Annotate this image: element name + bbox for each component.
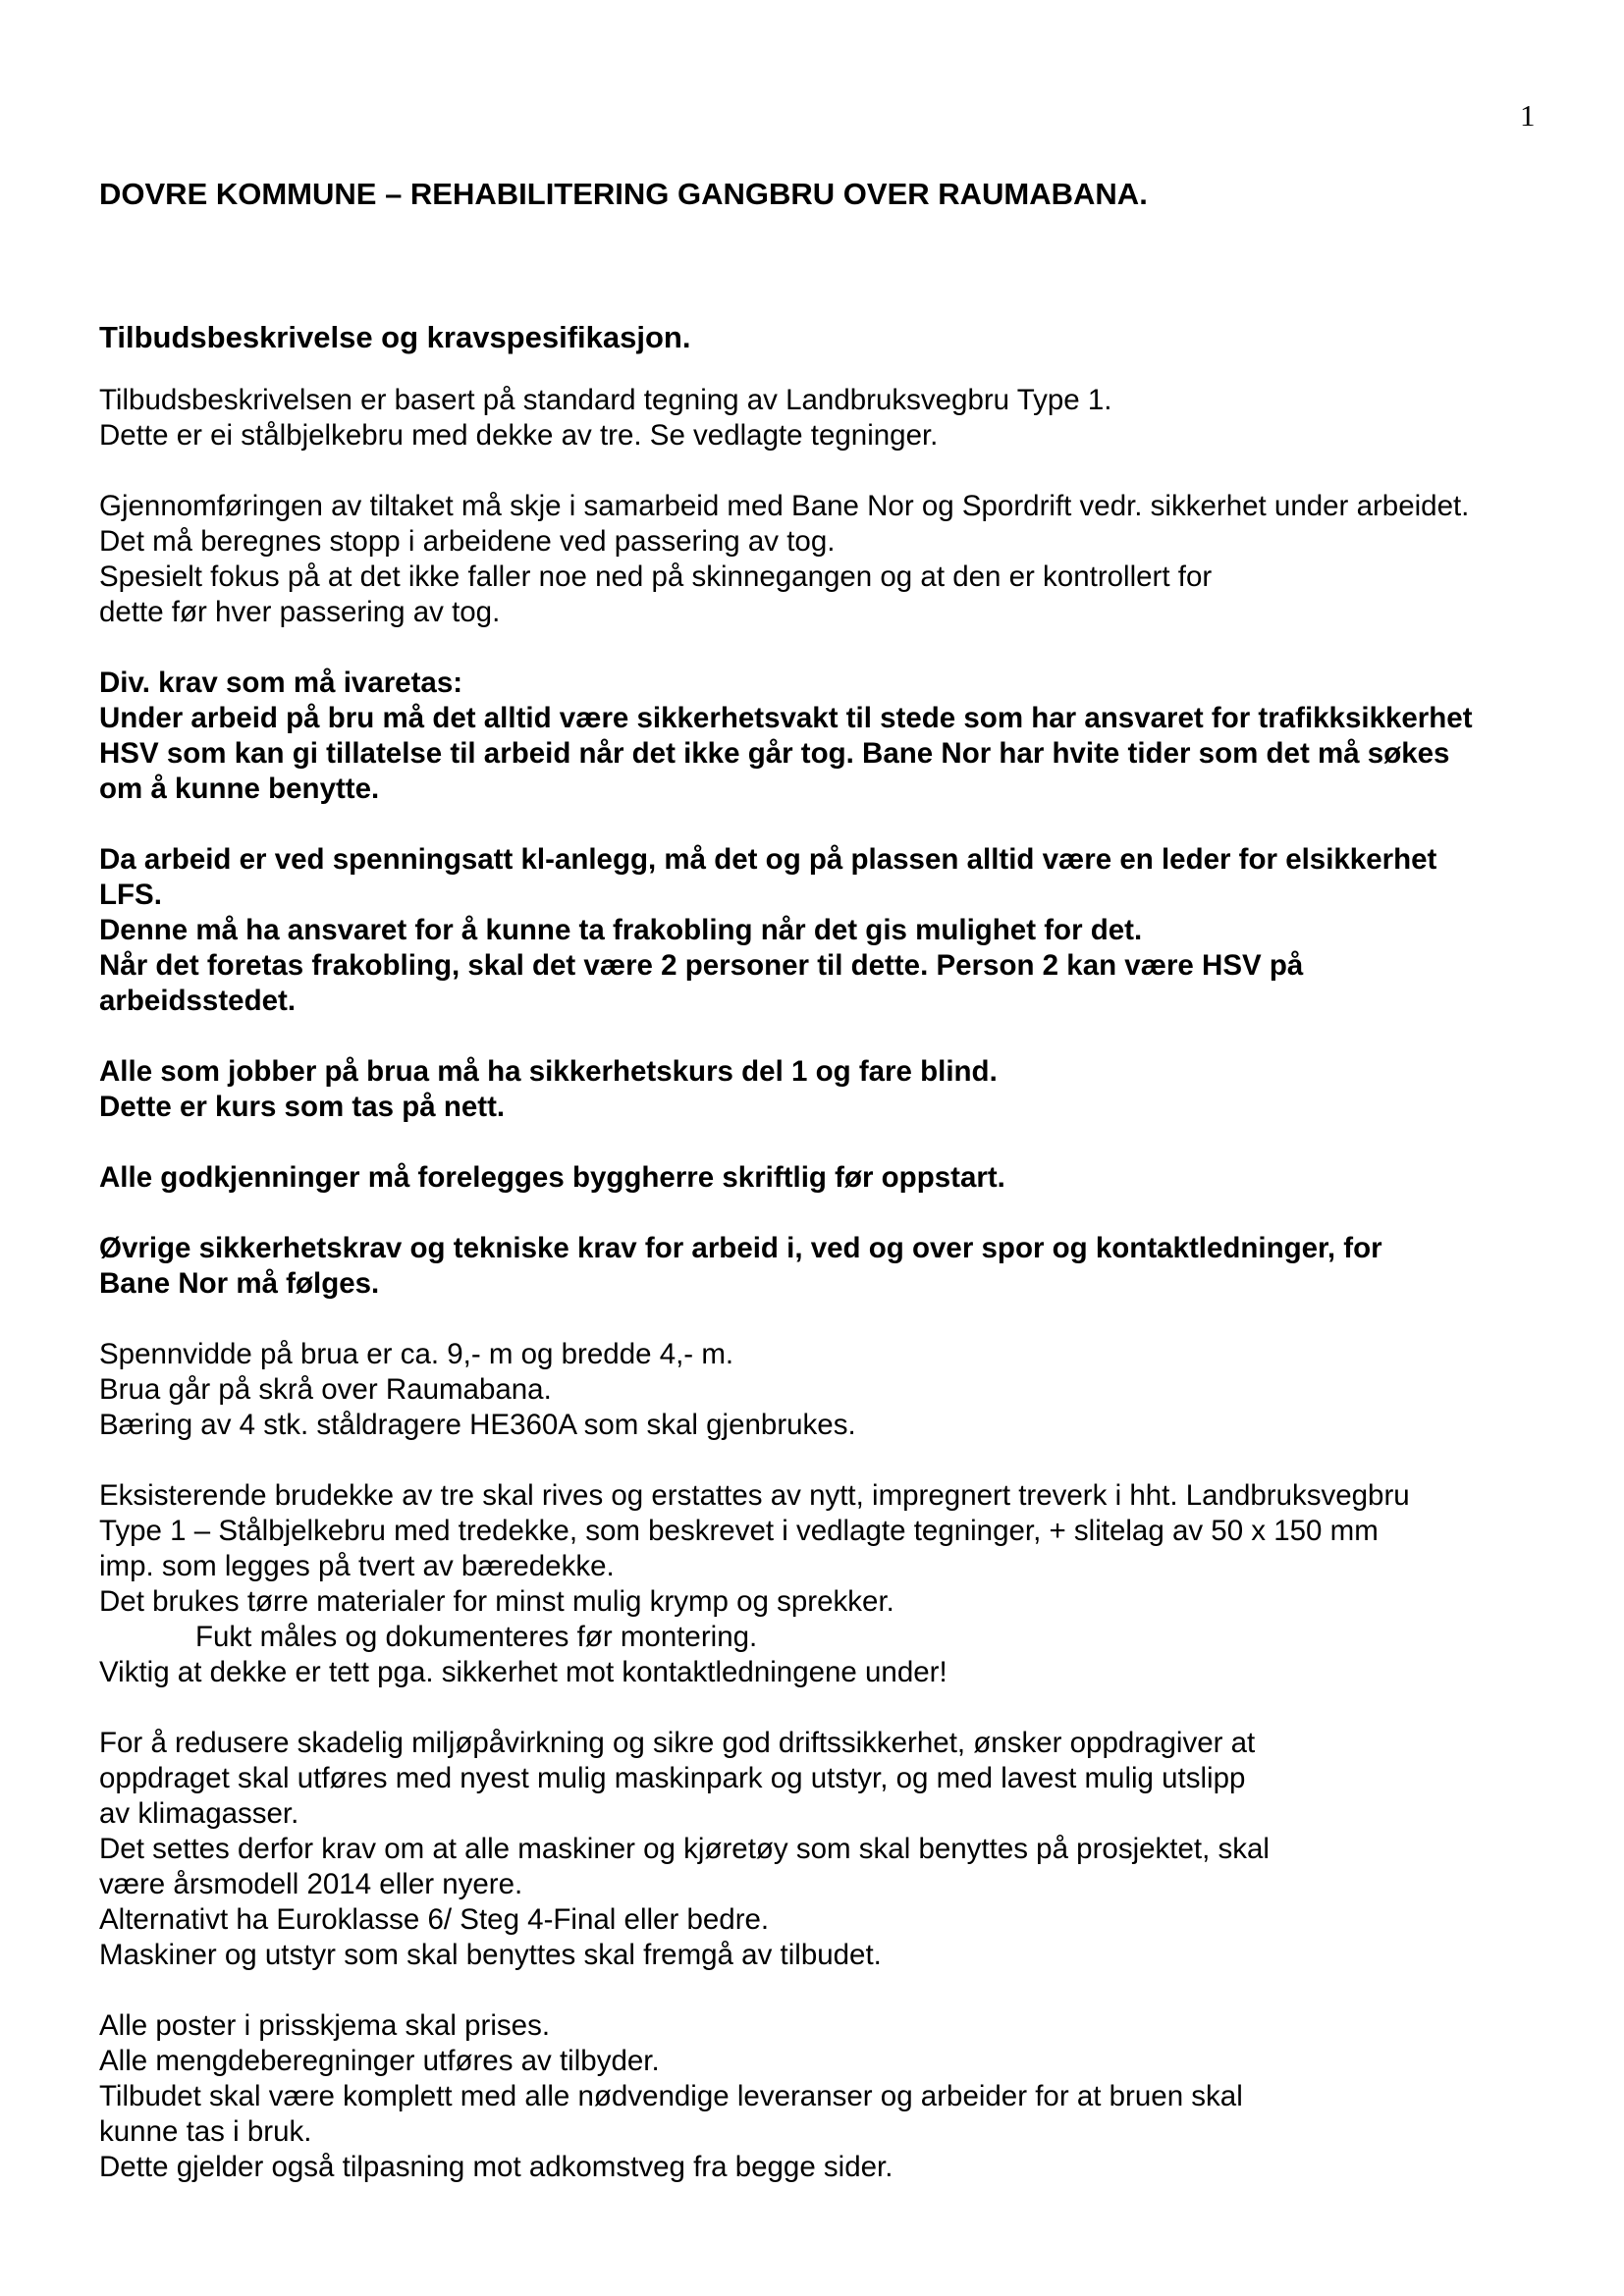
document-body	[99, 175, 1533, 2185]
requirements-heading: Div. krav som må ivaretas:	[99, 667, 463, 699]
text-line: Det brukes tørre materialer for minst mulig krymp og sprekker.	[99, 1585, 894, 1618]
text-line: Da arbeid er ved spenningsatt kl-anlegg, må det og på plassen alltid være en leder for elsikkerhet	[99, 843, 1437, 876]
text-line: om å kunne benytte.	[99, 773, 380, 805]
text-line: dette før hver passering av tog.	[99, 596, 501, 628]
text-line: Viktig at dekke er tett pga. sikkerhet mot kontaktledningene under!	[99, 1656, 947, 1688]
text-line: Maskiner og utstyr som skal benyttes skal fremgå av tilbudet.	[99, 1939, 882, 1971]
text-line: Når det foretas frakobling, skal det være 2 personer til dette. Person 2 kan være HSV på	[99, 949, 1304, 982]
text-line: Alle mengdeberegninger utføres av tilbyder.	[99, 2045, 660, 2077]
paragraph-execution	[99, 489, 1533, 630]
text-line: Gjennomføringen av tiltaket må skje i samarbeid med Bane Nor og Spordrift vedr. sikkerhet under arbeidet.	[99, 490, 1470, 522]
paragraph-bridge-dimensions	[99, 1337, 1533, 1443]
text-line: Øvrige sikkerhetskrav og tekniske krav for arbeid i, ved og over spor og kontaktledninger, for	[99, 1232, 1382, 1264]
text-line: Det må beregnes stopp i arbeidene ved passering av tog.	[99, 525, 836, 558]
text-line: av klimagasser.	[99, 1797, 299, 1830]
text-line: Alle poster i prisskjema skal prises.	[99, 2009, 551, 2042]
text-line: kunne tas i bruk.	[99, 2115, 312, 2148]
text-line: LFS.	[99, 879, 162, 911]
text-line: Alle som jobber på brua må ha sikkerhetskurs del 1 og fare blind.	[99, 1055, 998, 1088]
document-title: DOVRE KOMMUNE – REHABILITERING GANGBRU OVER RAUMABANA.	[99, 177, 1148, 211]
paragraph-electrical-safety	[99, 842, 1533, 1019]
text-line: Tilbudet skal være komplett med alle nødvendige leveranser og arbeider for at bruen skal	[99, 2080, 1243, 2112]
document-subtitle: Tilbudsbeskrivelse og kravspesifikasjon.	[99, 320, 691, 354]
text-line: Bane Nor må følges.	[99, 1267, 380, 1300]
text-line: For å redusere skadelig miljøpåvirkning og sikre god driftssikkerhet, ønsker oppdragiver at	[99, 1727, 1256, 1759]
text-line: Alle godkjenninger må forelegges byggherre skriftlig før oppstart.	[99, 1161, 1005, 1194]
paragraph-courses	[99, 1054, 1533, 1125]
text-line: Eksisterende brudekke av tre skal rives og erstattes av nytt, impregnert treverk i hht. Landbruksvegbru	[99, 1479, 1410, 1512]
text-line-indented: Fukt måles og dokumenteres før montering.	[195, 1621, 758, 1653]
paragraph-approvals	[99, 1160, 1533, 1196]
text-line: Det settes derfor krav om at alle maskiner og kjøretøy som skal benyttes på prosjektet, skal	[99, 1833, 1270, 1865]
text-line: HSV som kan gi tillatelse til arbeid når det ikke går tog. Bane Nor har hvite tider som det må søkes	[99, 737, 1450, 770]
text-line: Bæring av 4 stk. ståldragere HE360A som skal gjenbrukes.	[99, 1409, 856, 1441]
text-line: Under arbeid på bru må det alltid være sikkerhetsvakt til stede som har ansvaret for trafikksikkerhet	[99, 702, 1473, 734]
page-number: 1	[1520, 98, 1536, 133]
paragraph-environment	[99, 1726, 1533, 1973]
text-line: oppdraget skal utføres med nyest mulig maskinpark og utstyr, og med lavest mulig utslipp	[99, 1762, 1246, 1794]
text-line: arbeidsstedet.	[99, 985, 297, 1017]
text-line: Brua går på skrå over Raumabana.	[99, 1373, 552, 1406]
text-line: Dette gjelder også tilpasning mot adkomstveg fra begge sider.	[99, 2151, 893, 2183]
paragraph-deck	[99, 1478, 1533, 1690]
text-line: Spesielt fokus på at det ikke faller noe ned på skinnegangen og at den er kontrollert for	[99, 561, 1213, 593]
text-line: Alternativt ha Euroklasse 6/ Steg 4-Final eller bedre.	[99, 1903, 770, 1936]
text-line: Denne må ha ansvaret for å kunne ta frakobling når det gis mulighet for det.	[99, 914, 1143, 946]
text-line: Dette er ei stålbjelkebru med dekke av tre. Se vedlagte tegninger.	[99, 419, 939, 452]
paragraph-requirements	[99, 666, 1533, 807]
text-line: imp. som legges på tvert av bæredekke.	[99, 1550, 615, 1582]
paragraph-other-requirements	[99, 1231, 1533, 1302]
text-line: Tilbudsbeskrivelsen er basert på standard tegning av Landbruksvegbru Type 1.	[99, 384, 1112, 416]
text-line: være årsmodell 2014 eller nyere.	[99, 1868, 523, 1900]
text-line: Dette er kurs som tas på nett.	[99, 1091, 506, 1123]
text-line: Type 1 – Stålbjelkebru med tredekke, som beskrevet i vedlagte tegninger, + slitelag av 50 x 150 mm	[99, 1515, 1379, 1547]
text-line: Spennvidde på brua er ca. 9,- m og bredde 4,- m.	[99, 1338, 734, 1370]
paragraph-basis	[99, 383, 1533, 454]
paragraph-pricing	[99, 2008, 1533, 2185]
